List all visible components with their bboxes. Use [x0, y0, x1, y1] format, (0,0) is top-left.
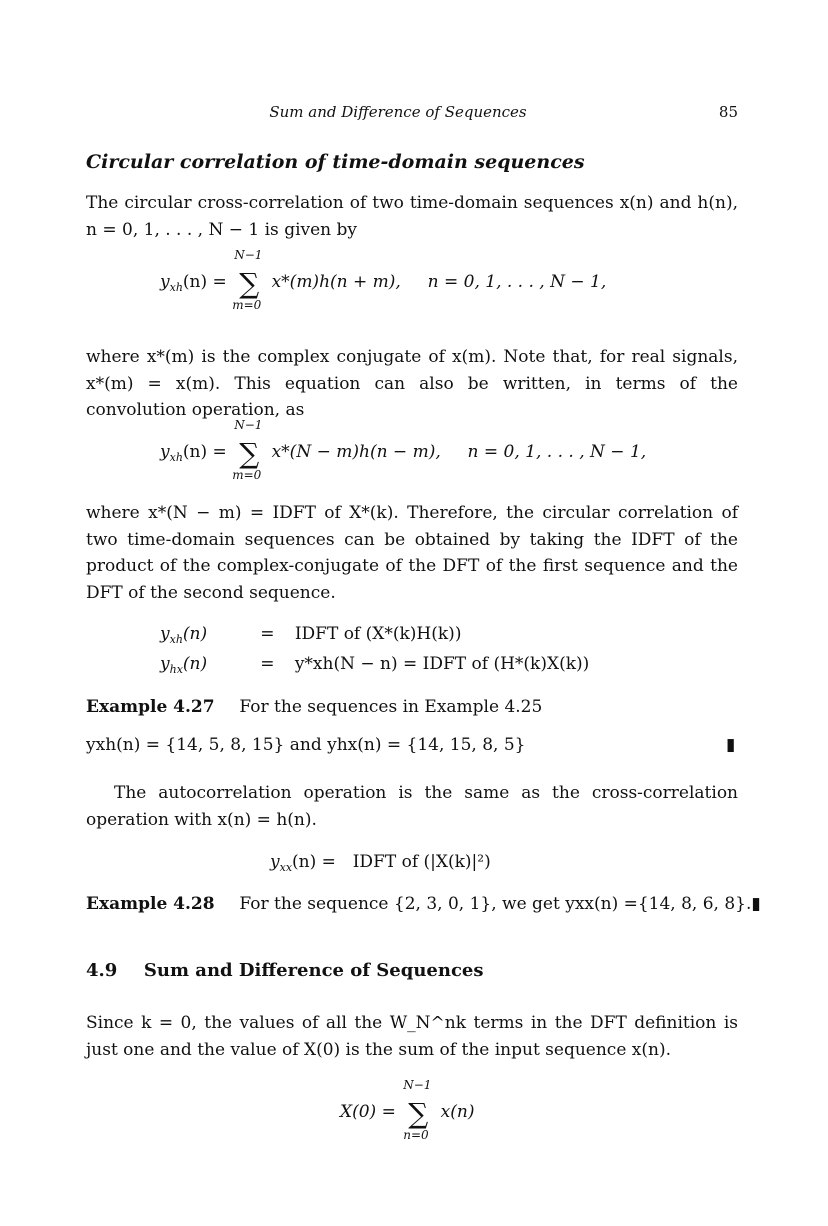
page-number: 85 — [718, 103, 738, 121]
section-heading-4-9 — [86, 960, 484, 981]
equation-idft-row2: $y_{hx}(n) = y*xh(N - n)$ = IDFT of (H*(k)X(k)) — [160, 654, 590, 676]
equation-convolution-form: $y_{xh}(n)$ = N−1 ∑ m=0 x*(N − m)h(n − m), n = 0, 1, . . . , N − 1, — [160, 418, 647, 482]
equation-idft-row1: $y_{xh}(n)$ = IDFT of (X*(k)H(k)) — [160, 624, 462, 646]
example-label: Example 4.27 — [86, 697, 215, 717]
paragraph-conjugate-note: where x*(m) is the complex conjugate of x(m). Note that, for real signals, x*(m) = x(m). This equation can also be written, in terms of the convolution operation, as — [86, 347, 738, 420]
paragraph-sum-of-sequence: Since k = 0, the values of all the W_N^nk terms in the DFT definition is just one and the value of X(0) is the sum of the input sequence x(n). — [86, 1013, 738, 1060]
equation-x0-sum: X(0) = N−1 ∑ n=0 x(n) — [340, 1078, 475, 1142]
section-title: Sum and Difference of Sequences — [143, 960, 484, 981]
paragraph-autocorrelation: The autocorrelation operation is the same as the cross-correlation operation with x(n) = h(n). — [86, 783, 738, 830]
equation-cross-correlation: $y_{xh}(n)$ = N−1 ∑ m=0 x*(m)h(n + m), n = 0, 1, . . . , N − 1, — [160, 248, 607, 312]
section-number: 4.9 — [86, 960, 118, 981]
end-of-example-mark: ▮ — [726, 735, 736, 755]
example-4-27 — [86, 697, 542, 717]
equation-autocorrelation: $y_{xx}(n)$ = IDFT of (|X(k)|²) — [270, 852, 491, 874]
paragraph-idft-method: where x*(N − m) = IDFT of X*(k). Therefore, the circular correlation of two time-domain sequences can be obtained by taking the IDFT of the product of the complex-conjugate of the DFT of the first sequence and the DFT of the second sequence. — [86, 503, 738, 603]
paragraph-intro: The circular cross-correlation of two time-domain sequences x(n) and h(n), n = 0, 1, . . . , N − 1 is given by — [86, 193, 738, 240]
example-4-27-result: yxh(n) = {14, 5, 8, 15} and yhx(n) = {14, 15, 8, 5} — [86, 735, 526, 755]
end-of-example-mark: ▮ — [751, 894, 761, 914]
subsection-heading: Circular correlation of time-domain sequences — [86, 151, 585, 173]
example-text: For the sequences in Example 4.25 — [239, 697, 543, 717]
example-4-28 — [86, 894, 761, 914]
example-text: For the sequence {2, 3, 0, 1}, we get yxx(n) ={14, 8, 6, 8}. — [239, 894, 752, 914]
example-label: Example 4.28 — [86, 894, 215, 914]
running-header-title: Sum and Difference of Sequences — [269, 103, 527, 121]
